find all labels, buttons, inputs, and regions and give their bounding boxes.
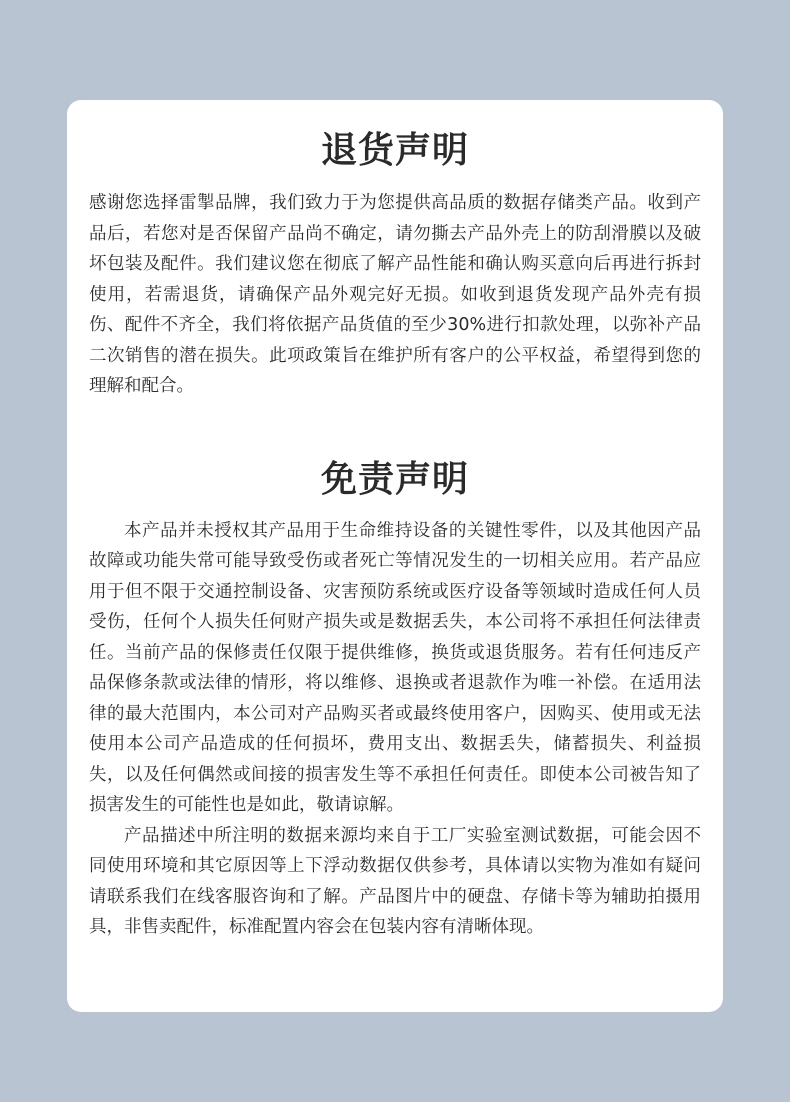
disclaimer-paragraph-1: 本产品并未授权其产品用于生命维持设备的关键性零件，以及其他因产品故障或功能失常可能导致受伤或者死亡等情况发生的一切相关应用。若产品应用于但不限于交通控制设备、灾害预防系统或医疗设备等领域时造成任何人员受伤，任何个人损失任何财产损失或是数据丢失，本公司将不承担任何法律责任。当前产品的保修责任仅限于提供维修，换货或退货服务。若有任何违反产品保修条款或法律的情形，将以维修、退换或者退款作为唯一补偿。在适用法律的最大范围内，本公司对产品购买者或最终使用客户，因购买、使用或无法使用本公司产品造成的任何损坏，费用支出、数据丢失，储蓄损失、利益损失，以及任何偶然或间接的损害发生等不承担任何责任。即使本公司被告知了损害发生的可能性也是如此，敬请谅解。 — [89, 520, 701, 815]
disclaimer-title: 免责声明 — [320, 458, 469, 500]
disclaimer-paragraph-2: 产品描述中所注明的数据来源均来自于工厂实验室测试数据，可能会因不同使用环境和其它原因等上下浮动数据仅供参考，具体请以实物为准如有疑问请联系我们在线客服咨询和了解。产品图片中的硬盘、存储卡等为辅助拍摄用具，非售卖配件，标准配置内容会在包装内容有清晰体现。 — [89, 825, 701, 937]
return-policy-body: 感谢您选择雷掣品牌，我们致力于为您提供高品质的数据存储类产品。收到产品后，若您对是否保留产品尚不确定，请勿撕去产品外壳上的防刮滑膜以及破坏包装及配件。我们建议您在彻底了解产品性能和确认购买意向后再进行拆封使用，若需退货，请确保产品外观完好无损。如收到退货发现产品外壳有损伤、配件不齐全，我们将依据产品货值的至少30%进行扣款处理，以弥补产品二次销售的潜在损失。此项政策旨在维护所有客户的公平权益，希望得到您的理解和配合。 — [89, 193, 701, 396]
return-policy-title: 退货声明 — [320, 130, 469, 171]
policy-card — [67, 100, 723, 1012]
